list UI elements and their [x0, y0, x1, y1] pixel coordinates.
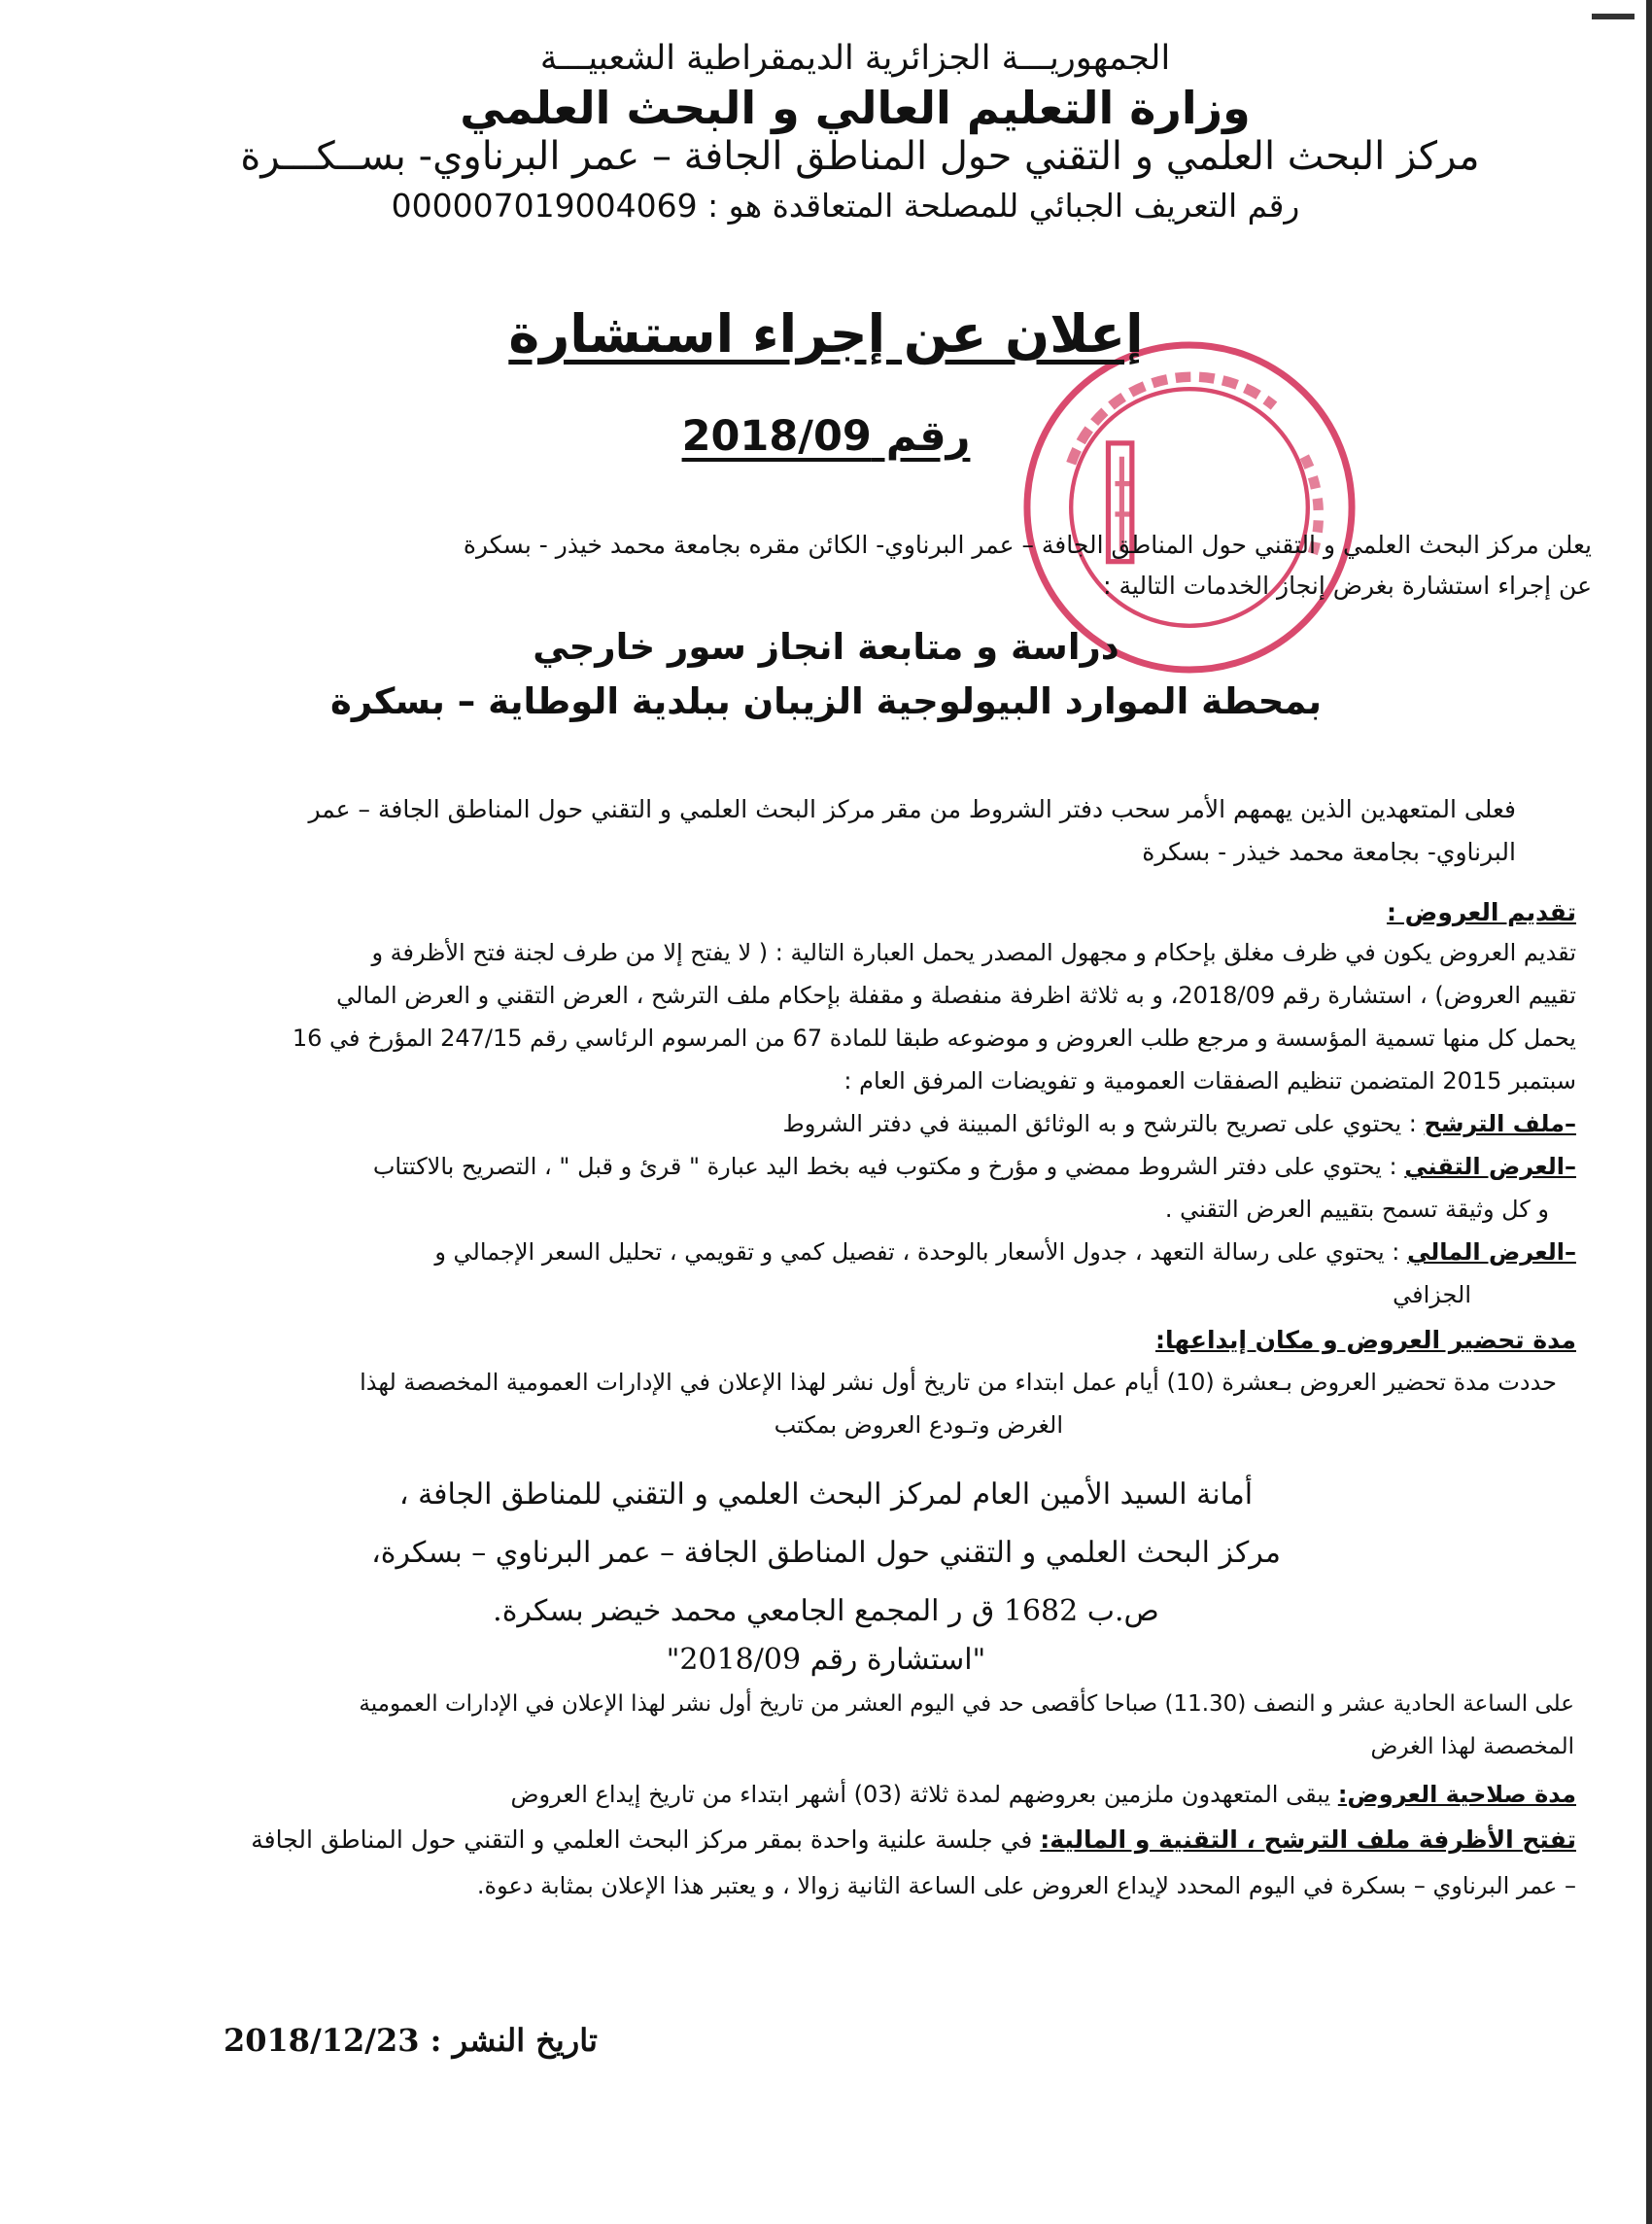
- address-line-2: مركز البحث العلمي و التقني حول المناطق الجافة – عمر البرناوي – بسكرة،: [371, 1536, 1281, 1570]
- preparation-line-1: حددت مدة تحضير العروض بـعشرة (10) أيام عمل ابتداء من تاريخ أول نشر لهذا الإعلان في الإدارات العمومية المخصصة لهذا: [360, 1369, 1557, 1396]
- candidacy-item: [783, 1110, 1576, 1137]
- submission-line-4: سبتمبر 2015 المتضمن تنظيم الصفقات العمومية و تفويضات المرفق العام :: [843, 1067, 1576, 1095]
- opening-label: تفتح الأظرفة ملف الترشح ، التقنية و المالية:: [1040, 1825, 1576, 1854]
- submission-line-3: يحمل كل منها تسمية المؤسسة و مرجع طلب العروض و موضوعه طبقا للمادة 67 من المرسوم الرئاسي رقم 247/15 المؤرخ في 16: [292, 1025, 1576, 1052]
- tax-id: رقم التعريف الجبائي للمصلحة المتعاقدة هو : 000007019004069: [391, 187, 1300, 225]
- technical-item: [373, 1153, 1576, 1180]
- submission-line-2: تقييم العروض) ، استشارة رقم 2018/09، و به ثلاثة اظرفة منفصلة و مقفلة بإحكام ملف الترشح ، العرض التقني و العرض المالي: [336, 982, 1576, 1009]
- withdraw-line-2: البرناوي- بجامعة محمد خيذر - بسكرة: [1142, 838, 1516, 866]
- technical-text-2: و كل وثيقة تسمح بتقييم العرض التقني .: [1164, 1196, 1549, 1223]
- opening-item: [251, 1825, 1576, 1854]
- submission-heading: تقديم العروض :: [1386, 898, 1576, 926]
- ministry-heading: وزارة التعليم العالي و البحث العلمي: [460, 82, 1251, 134]
- withdraw-line-1: فعلى المتعهدين الذين يهمهم الأمر سحب دفتر الشروط من مقر مركز البحث العلمي و التقني حول المناطق الجافة – عمر: [308, 795, 1516, 823]
- scan-mark: [1592, 14, 1635, 19]
- center-heading: مركز البحث العلمي و التقني حول المناطق الجافة – عمر البرناوي- بســكـــرة: [240, 134, 1480, 179]
- publication-date: [224, 2022, 598, 2059]
- technical-text: : يحتوي على دفتر الشروط ممضي و مؤرخ و مكتوب فيه بخط اليد عبارة " قرئ و قبل " ، التصريح بالاكتتاب: [372, 1153, 1397, 1180]
- candidacy-label: –ملف الترشح: [1424, 1110, 1576, 1137]
- subject-line-1: دراسة و متابعة انجاز سور خارجي: [533, 626, 1119, 668]
- announcement-title: إعلان عن إجراء استشارة: [508, 303, 1144, 365]
- financial-text-2: الجزافي: [1393, 1281, 1471, 1308]
- deadline-line-2: المخصصة لهذا الغرض: [1370, 1734, 1574, 1759]
- deadline-line-1: على الساعة الحادية عشر و النصف (11.30) صباحا كأقصى حد في اليوم العشر من تاريخ أول نشر لهذا الإعلان في الإدارات العمومية: [359, 1691, 1574, 1717]
- technical-label: –العرض التقني: [1404, 1153, 1576, 1180]
- publication-label: تاريخ النشر :: [430, 2022, 598, 2059]
- validity-text: يبقى المتعهدون ملزمين بعروضهم لمدة ثلاثة (03) أشهر ابتداء من تاريخ إيداع العروض: [510, 1781, 1331, 1808]
- subject-line-2: بمحطة الموارد البيولوجية الزيبان ببلدية الوطاية – بسكرة: [330, 680, 1322, 722]
- financial-item: [434, 1238, 1576, 1266]
- opening-line-2: – عمر البرناوي – بسكرة في اليوم المحدد لإيداع العروض على الساعة الثانية زوالا ، و يعتبر هذا الإعلان بمثابة دعوة.: [476, 1872, 1576, 1899]
- intro-line-1: يعلن مركز البحث العلمي و التقني حول المناطق الجافة – عمر البرناوي- الكائن مقره بجامعة محمد خيذر - بسكرة: [463, 531, 1592, 559]
- opening-text: في جلسة علنية واحدة بمقر مركز البحث العلمي و التقني حول المناطق الجافة: [251, 1825, 1033, 1854]
- validity-item: [510, 1781, 1576, 1808]
- preparation-heading: مدة تحضير العروض و مكان إيداعها:: [1155, 1326, 1576, 1354]
- address-line-3: ص.ب 1682 ق ر المجمع الجامعي محمد خيضر بسكرة.: [493, 1594, 1159, 1628]
- address-line-1: أمانة السيد الأمين العام لمركز البحث العلمي و التقني للمناطق الجافة ،: [398, 1477, 1254, 1512]
- validity-label: مدة صلاحية العروض:: [1337, 1781, 1576, 1808]
- submission-line-1: تقديم العروض يكون في ظرف مغلق بإحكام و مجهول المصدر يحمل العبارة التالية : ( لا يفتح إلا من طرف لجنة فتح الأظرفة و: [371, 939, 1576, 966]
- preparation-line-2: الغرض وتـودع العروض بمكتب: [774, 1411, 1063, 1439]
- announcement-number: رقم 2018/09: [681, 412, 971, 461]
- republic-heading: الجمهوريـــة الجزائرية الديمقراطية الشعبيـــة: [539, 39, 1171, 78]
- financial-label: –العرض المالي: [1407, 1238, 1576, 1266]
- publication-value: 2018/12/23: [224, 2022, 420, 2059]
- intro-line-2: عن إجراء استشارة بغرض إنجاز الخدمات التالية :: [1103, 572, 1592, 600]
- address-line-4: "استشارة رقم 2018/09": [666, 1643, 986, 1677]
- candidacy-text: : يحتوي على تصريح بالترشح و به الوثائق المبينة في دفتر الشروط: [782, 1110, 1417, 1137]
- financial-text: : يحتوي على رسالة التعهد ، جدول الأسعار بالوحدة ، تفصيل كمي و تقويمي ، تحليل السعر الإجمالي و: [434, 1238, 1400, 1266]
